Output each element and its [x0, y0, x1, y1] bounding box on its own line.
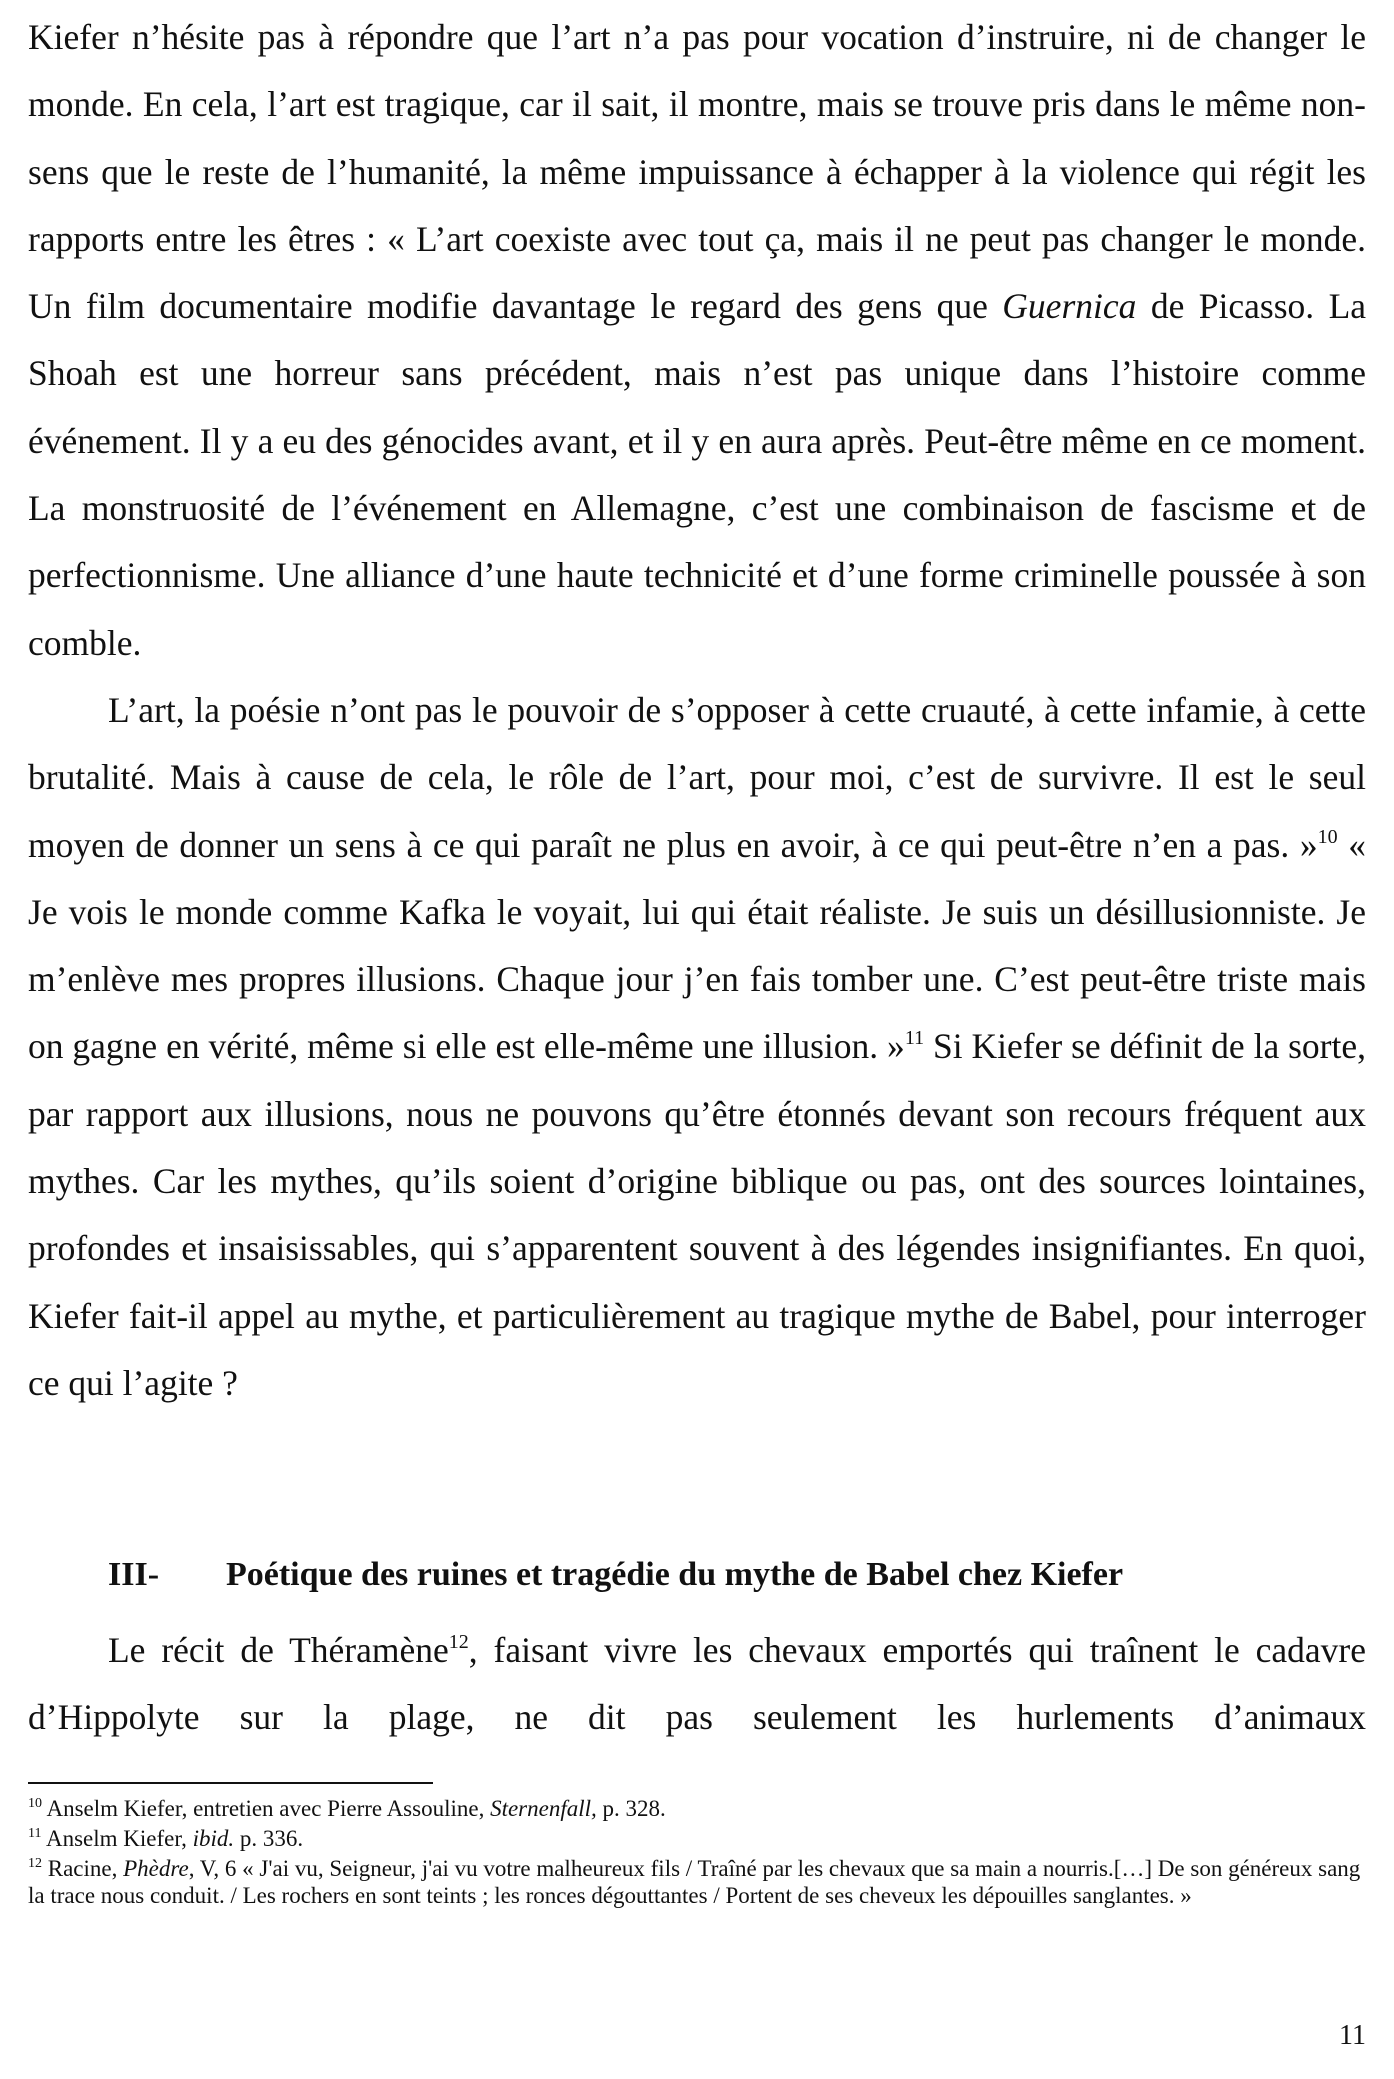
page-number: 11: [1339, 2020, 1366, 2051]
footnote-10: [28, 1795, 1366, 1822]
footnote-ref-11[interactable]: 11: [904, 1027, 925, 1050]
footnote-text: Anselm Kiefer, entretien avec Pierre Assouline,: [42, 1796, 491, 1821]
footnote-number: 12: [28, 1856, 42, 1871]
section-title: Poétique des ruines et tragédie du mythe de Babel chez Kiefer: [226, 1556, 1124, 1593]
paragraph-2: [28, 677, 1366, 1417]
section-heading: [108, 1556, 1368, 1594]
section-number: III-: [108, 1556, 160, 1593]
footnote-ref-12[interactable]: 12: [448, 1631, 469, 1653]
footnote-number: 11: [28, 1826, 42, 1841]
paragraph-3: [28, 1617, 1366, 1752]
footnote-italic: Phèdre: [123, 1856, 189, 1881]
footnote-12: [28, 1855, 1366, 1909]
document-page: [28, 0, 1366, 2079]
footnotes: [28, 1795, 1366, 1912]
body-text: [28, 4, 1366, 1417]
paragraph-3-text-b: , faisant vivre les chevaux emportés qui traînent le cadavre d’Hippolyte sur la plage, ne dit pas seulement les hurlements d’animaux: [28, 1630, 1367, 1738]
paragraph-1-text-a: Kiefer n’hésite pas à répondre que l’art n’a pas pour vocation d’instruire, ni de changer le monde. En cela, l’art est tragique, car il sait, il montre, mais se trouve pris dans le même non-sens que le reste de l’humanité, la même impuissance à échapper à la violence qui régit les rapports entre les êtres : « L’art coexiste avec tout ça, mais il ne peut pas changer le monde. Un film documentaire modifie davantage le regard des gens que: [28, 17, 1366, 327]
footnote-text: p. 336.: [234, 1826, 304, 1851]
footnote-11: [28, 1825, 1366, 1852]
footnote-italic: Sternenfall,: [490, 1796, 597, 1821]
footnote-text: , V, 6 « J'ai vu, Seigneur, j'ai vu votre malheureux fils / Traîné par les chevaux que sa main a nourris.[…] De son généreux sang la trace nous conduit. / Les rochers en sont teints ; les ronces dégouttantes / Portent de ses cheveux les dépouilles sanglantes. »: [28, 1856, 1361, 1908]
footnote-separator: [28, 1782, 433, 1784]
paragraph-2-text-b: « Je vois le monde comme Kafka le voyait, lui qui était réaliste. Je suis un désillusionniste. Je m’enlève mes propres illusions. Chaque jour j’en fais tomber une. C’est peut-être triste mais on gagne en vérité, même si elle est elle-même une illusion. »: [28, 824, 1366, 1067]
footnote-number: 10: [28, 1796, 42, 1811]
paragraph-1: [28, 4, 1366, 677]
footnote-ref-10[interactable]: 10: [1317, 825, 1338, 848]
paragraph-3-text-a: Le récit de Théramène: [108, 1630, 449, 1670]
paragraph-2-text-c: Si Kiefer se définit de la sorte, par rapport aux illusions, nous ne pouvons qu’être étonnés devant son recours fréquent aux mythes. Car les mythes, qu’ils soient d’origine biblique ou pas, ont des sources lointaines, profondes et insaisissables, qui s’apparentent souvent à des légendes insignifiantes. En quoi, Kiefer fait-il appel au mythe, et particulièrement au tragique mythe de Babel, pour interroger ce qui l’agite ?: [28, 1026, 1366, 1403]
italic-title-guernica: Guernica: [1002, 286, 1137, 327]
paragraph-2-text-a: L’art, la poésie n’ont pas le pouvoir de s’opposer à cette cruauté, à cette infamie, à cette brutalité. Mais à cause de cela, le rôle de l’art, pour moi, c’est de survivre. Il est le seul moyen de donner un sens à ce qui paraît ne plus en avoir, à ce qui peut-être n’en a pas. »: [28, 689, 1366, 865]
paragraph-1-text-b: de Picasso. La Shoah est une horreur sans précédent, mais n’est pas unique dans l’histoire comme événement. Il y a eu des génocides avant, et il y en aura après. Peut-être même en ce moment. La monstruosité de l’événement en Allemagne, c’est une combinaison de fascisme et de perfectionnisme. Une alliance d’une haute technicité et d’une forme criminelle poussée à son comble.: [28, 286, 1367, 663]
footnote-italic: ibid.: [192, 1826, 235, 1851]
footnote-text: Anselm Kiefer,: [41, 1826, 193, 1851]
footnote-text: Racine,: [42, 1856, 124, 1881]
footnote-text: p. 328.: [596, 1796, 666, 1821]
paragraph-3-block: [28, 1617, 1366, 1752]
